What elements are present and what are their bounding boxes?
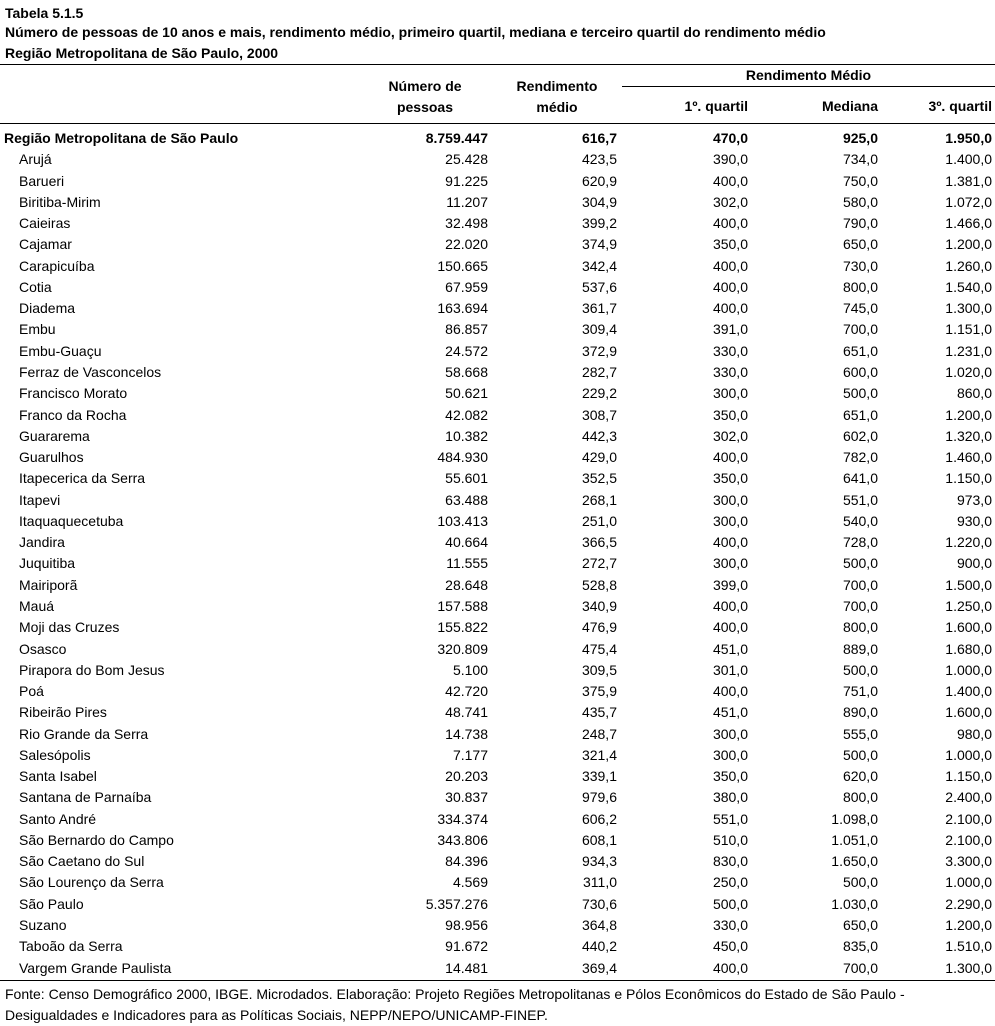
rendimento-cell: 375,9 <box>581 683 617 699</box>
rendimento-cell: 342,4 <box>581 257 617 274</box>
rendimento-cell: 369,4 <box>581 959 617 976</box>
mediana-cell: 700,0 <box>842 597 878 614</box>
municipio-cell: Carapicuíba <box>19 257 95 274</box>
rendimento-cell: 366,5 <box>581 534 617 551</box>
pessoas-cell: 91.672 <box>445 938 488 955</box>
municipio-cell: São Paulo <box>19 895 84 912</box>
header-group: Rendimento Médio <box>745 67 872 83</box>
q3-cell: 1.200,0 <box>945 406 992 423</box>
pessoas-cell: 7.177 <box>452 746 488 763</box>
mediana-cell: 728,0 <box>842 534 878 551</box>
municipio-cell: Ribeirão Pires <box>19 704 107 721</box>
pessoas-cell: 84.396 <box>445 853 488 870</box>
header-q1: 1º. quartil <box>684 98 748 114</box>
q1-cell: 400,0 <box>712 300 748 317</box>
municipio-cell: Moji das Cruzes <box>19 619 120 636</box>
rendimento-cell: 251,0 <box>581 512 617 529</box>
rendimento-cell: 440,2 <box>581 938 617 955</box>
q3-cell: 1.460,0 <box>945 449 992 466</box>
table-row <box>0 851 995 872</box>
q1-cell: 451,0 <box>712 704 748 721</box>
table-row <box>0 277 995 298</box>
rendimento-cell: 282,7 <box>581 364 617 380</box>
q1-cell: 400,0 <box>712 449 748 466</box>
table-row <box>0 468 995 489</box>
mediana-cell: 835,0 <box>842 938 878 955</box>
table-row <box>0 319 995 340</box>
municipio-cell: Barueri <box>19 172 65 189</box>
municipio-cell: Guarulhos <box>19 449 84 466</box>
footer-rule <box>0 980 995 981</box>
table-row <box>0 894 995 915</box>
pessoas-cell: 484.930 <box>437 449 488 466</box>
table-row <box>0 766 995 787</box>
rendimento-cell: 399,2 <box>581 215 617 232</box>
municipio-cell: Embu-Guaçu <box>19 342 102 359</box>
municipio-cell: Biritiba-Mirim <box>19 193 101 210</box>
pessoas-cell: 14.738 <box>445 725 488 742</box>
rendimento-cell: 321,4 <box>581 746 617 763</box>
q3-cell: 1.000,0 <box>945 661 992 678</box>
q3-cell: 1.600,0 <box>945 619 992 636</box>
mediana-cell: 600,0 <box>842 364 878 380</box>
q3-cell: 860,0 <box>956 385 992 402</box>
q1-cell: 450,0 <box>712 938 748 955</box>
municipio-cell: Ferraz de Vasconcelos <box>19 364 162 380</box>
municipio-cell: Salesópolis <box>19 746 91 763</box>
rendimento-cell: 475,4 <box>581 640 617 657</box>
pessoas-cell: 150.665 <box>437 257 488 274</box>
table-subtitle: Região Metropolitana de São Paulo, 2000 <box>5 45 279 61</box>
rendimento-cell: 309,4 <box>581 321 617 338</box>
municipio-cell: Suzano <box>19 917 67 933</box>
pessoas-cell: 5.357.276 <box>425 895 488 912</box>
mediana-cell: 700,0 <box>842 576 878 593</box>
table-row <box>0 830 995 851</box>
table-row <box>0 532 995 553</box>
table-footer: Fonte: Censo Demográfico 2000, IBGE. Microdados. Elaboração: Projeto Regiões Metropolitanas e Pólos Econômicos do Estado de São Paulo - Desigualdades e Indicadores para as Políticas Sociais, NEPP/NEPO/UNICAMP-FINEP. <box>5 986 905 1023</box>
q1-cell: 390,0 <box>712 151 748 168</box>
pessoas-cell: 334.374 <box>437 810 488 827</box>
q3-cell: 1.950,0 <box>945 130 992 146</box>
rendimento-cell: 364,8 <box>581 917 617 933</box>
pessoas-cell: 103.413 <box>437 512 488 529</box>
mediana-cell: 500,0 <box>842 746 878 763</box>
municipio-cell: Juquitiba <box>19 555 76 572</box>
mediana-cell: 651,0 <box>842 342 878 359</box>
q1-cell: 380,0 <box>712 789 748 806</box>
q1-cell: 400,0 <box>712 597 748 614</box>
table-row <box>0 405 995 426</box>
total-row <box>0 128 995 149</box>
pessoas-cell: 42.720 <box>445 683 488 699</box>
mediana-cell: 782,0 <box>842 449 878 466</box>
pessoas-cell: 20.203 <box>445 768 488 785</box>
pessoas-cell: 42.082 <box>445 406 488 423</box>
pessoas-cell: 163.694 <box>437 300 488 317</box>
header-q3: 3º. quartil <box>928 98 992 114</box>
q1-cell: 302,0 <box>712 427 748 444</box>
rendimento-cell: 423,5 <box>581 151 617 168</box>
table-row <box>0 809 995 830</box>
table-row <box>0 958 995 979</box>
q3-cell: 1.510,0 <box>945 938 992 955</box>
pessoas-cell: 98.956 <box>445 917 488 933</box>
pessoas-cell: 25.428 <box>445 151 488 168</box>
rendimento-cell: 352,5 <box>581 470 617 487</box>
municipio-cell: Mairiporã <box>19 576 78 593</box>
table-row <box>0 511 995 532</box>
pessoas-cell: 343.806 <box>437 831 488 848</box>
municipio-cell: Santana de Parnaíba <box>19 789 152 806</box>
rendimento-cell: 620,9 <box>581 172 617 189</box>
rendimento-cell: 340,9 <box>581 597 617 614</box>
table-row <box>0 745 995 766</box>
rendimento-cell: 229,2 <box>581 385 617 402</box>
q1-cell: 399,0 <box>712 576 748 593</box>
mediana-cell: 800,0 <box>842 619 878 636</box>
table-row <box>0 724 995 745</box>
header-mediana: Mediana <box>821 98 878 114</box>
table-row <box>0 660 995 681</box>
q1-cell: 330,0 <box>712 364 748 380</box>
q1-cell: 300,0 <box>712 385 748 402</box>
table-row <box>0 298 995 319</box>
q3-cell: 1.260,0 <box>945 257 992 274</box>
pessoas-cell: 50.621 <box>445 385 488 402</box>
rendimento-cell: 268,1 <box>581 491 617 508</box>
table-row <box>0 553 995 574</box>
pessoas-cell: 91.225 <box>445 172 488 189</box>
municipio-cell: Franco da Rocha <box>19 406 127 423</box>
q1-cell: 300,0 <box>712 555 748 572</box>
pessoas-cell: 155.822 <box>437 619 488 636</box>
q1-cell: 510,0 <box>712 831 748 848</box>
q1-cell: 330,0 <box>712 342 748 359</box>
pessoas-cell: 320.809 <box>437 640 488 657</box>
municipio-cell: Região Metropolitana de São Paulo <box>4 130 239 146</box>
table-row <box>0 149 995 170</box>
rendimento-cell: 372,9 <box>581 342 617 359</box>
mediana-cell: 602,0 <box>842 427 878 444</box>
mediana-cell: 620,0 <box>842 768 878 785</box>
table-row <box>0 936 995 957</box>
pessoas-cell: 28.648 <box>445 576 488 593</box>
table-row <box>0 192 995 213</box>
table-row <box>0 702 995 723</box>
municipio-cell: São Lourenço da Serra <box>19 874 164 891</box>
q1-cell: 350,0 <box>712 470 748 487</box>
q3-cell: 1.151,0 <box>945 321 992 338</box>
rendimento-cell: 309,5 <box>581 661 617 678</box>
municipio-cell: Poá <box>19 683 44 699</box>
municipio-cell: Arujá <box>19 151 52 168</box>
q1-cell: 400,0 <box>712 959 748 976</box>
municipio-cell: Embu <box>19 321 56 338</box>
municipio-cell: Diadema <box>19 300 76 317</box>
municipio-cell: Itapevi <box>19 491 61 508</box>
header-rendimento-line2: médio <box>536 99 578 115</box>
mediana-cell: 1.051,0 <box>831 831 878 848</box>
q1-cell: 400,0 <box>712 215 748 232</box>
table-row <box>0 426 995 447</box>
q3-cell: 3.300,0 <box>945 853 992 870</box>
table-row <box>0 171 995 192</box>
mediana-cell: 700,0 <box>842 321 878 338</box>
rendimento-cell: 435,7 <box>581 704 617 721</box>
municipio-cell: Taboão da Serra <box>19 938 123 955</box>
q3-cell: 1.200,0 <box>945 917 992 933</box>
rendimento-cell: 528,8 <box>581 576 617 593</box>
municipio-cell: Itaquaquecetuba <box>19 512 124 529</box>
q3-cell: 1.600,0 <box>945 704 992 721</box>
pessoas-cell: 10.382 <box>445 427 488 444</box>
municipio-cell: Pirapora do Bom Jesus <box>19 661 165 678</box>
mediana-cell: 800,0 <box>842 278 878 295</box>
pessoas-cell: 24.572 <box>445 342 488 359</box>
q3-cell: 1.220,0 <box>945 534 992 551</box>
mediana-cell: 730,0 <box>842 257 878 274</box>
q1-cell: 330,0 <box>712 917 748 933</box>
q1-cell: 391,0 <box>712 321 748 338</box>
q1-cell: 250,0 <box>712 874 748 891</box>
pessoas-cell: 5.100 <box>452 661 488 678</box>
rendimento-cell: 339,1 <box>581 768 617 785</box>
header-rendimento-line1: Rendimento <box>516 78 598 94</box>
mediana-cell: 745,0 <box>842 300 878 317</box>
rendimento-cell: 616,7 <box>581 130 617 146</box>
mediana-cell: 751,0 <box>842 683 878 699</box>
table-row <box>0 639 995 660</box>
rendimento-cell: 308,7 <box>581 406 617 423</box>
q1-cell: 500,0 <box>712 895 748 912</box>
q1-cell: 350,0 <box>712 406 748 423</box>
rendimento-cell: 608,1 <box>581 831 617 848</box>
table-row <box>0 787 995 808</box>
table-row <box>0 681 995 702</box>
municipio-cell: Santo André <box>19 810 97 827</box>
rendimento-cell: 272,7 <box>581 555 617 572</box>
rendimento-cell: 429,0 <box>581 449 617 466</box>
header-pessoas-line2: pessoas <box>396 99 454 115</box>
mediana-cell: 500,0 <box>842 385 878 402</box>
mediana-cell: 641,0 <box>842 470 878 487</box>
q3-cell: 1.300,0 <box>945 300 992 317</box>
q1-cell: 350,0 <box>712 768 748 785</box>
rendimento-cell: 934,3 <box>581 853 617 870</box>
municipio-cell: São Caetano do Sul <box>19 853 145 870</box>
pessoas-cell: 55.601 <box>445 470 488 487</box>
municipio-cell: Santa Isabel <box>19 768 97 785</box>
rendimento-cell: 311,0 <box>583 874 617 891</box>
q3-cell: 1.000,0 <box>945 874 992 891</box>
mediana-cell: 651,0 <box>842 406 878 423</box>
pessoas-cell: 32.498 <box>445 215 488 232</box>
mediana-cell: 890,0 <box>842 704 878 721</box>
q3-cell: 1.200,0 <box>945 236 992 253</box>
q1-cell: 300,0 <box>712 491 748 508</box>
pessoas-cell: 40.664 <box>445 534 488 551</box>
mediana-cell: 734,0 <box>842 151 878 168</box>
municipio-cell: Vargem Grande Paulista <box>19 959 172 976</box>
mediana-cell: 540,0 <box>842 512 878 529</box>
table-row <box>0 362 995 383</box>
pessoas-cell: 8.759.447 <box>425 130 488 146</box>
mediana-cell: 500,0 <box>842 874 878 891</box>
municipio-cell: Francisco Morato <box>19 385 128 402</box>
q1-cell: 830,0 <box>712 853 748 870</box>
q1-cell: 301,0 <box>712 661 748 678</box>
header-pessoas <box>365 76 485 118</box>
q1-cell: 400,0 <box>712 257 748 274</box>
rendimento-cell: 248,7 <box>581 725 617 742</box>
mediana-cell: 889,0 <box>842 640 878 657</box>
mediana-cell: 500,0 <box>842 661 878 678</box>
pessoas-cell: 67.959 <box>445 278 488 295</box>
rendimento-cell: 537,6 <box>581 278 617 295</box>
q1-cell: 451,0 <box>712 640 748 657</box>
q3-cell: 1.150,0 <box>945 768 992 785</box>
pessoas-cell: 30.837 <box>445 789 488 806</box>
municipio-cell: São Bernardo do Campo <box>19 831 174 848</box>
q3-cell: 1.320,0 <box>945 427 992 444</box>
municipio-cell: Cotia <box>19 278 52 295</box>
table-row <box>0 915 995 936</box>
mediana-cell: 1.098,0 <box>831 810 878 827</box>
header-rendimento <box>497 76 617 118</box>
q3-cell: 1.000,0 <box>945 746 992 763</box>
q3-cell: 973,0 <box>956 491 992 508</box>
table-row <box>0 617 995 638</box>
pessoas-cell: 157.588 <box>437 597 488 614</box>
q3-cell: 1.250,0 <box>945 597 992 614</box>
mediana-cell: 1.030,0 <box>831 895 878 912</box>
municipio-cell: Osasco <box>19 640 67 657</box>
rendimento-cell: 606,2 <box>581 810 617 827</box>
pessoas-cell: 22.020 <box>445 236 488 253</box>
rendimento-cell: 476,9 <box>581 619 617 636</box>
table-row <box>0 383 995 404</box>
q3-cell: 1.540,0 <box>945 278 992 295</box>
mediana-cell: 750,0 <box>842 172 878 189</box>
rendimento-cell: 979,6 <box>581 789 617 806</box>
q1-cell: 300,0 <box>712 725 748 742</box>
mediana-cell: 551,0 <box>842 491 878 508</box>
pessoas-cell: 4.569 <box>452 874 488 891</box>
pessoas-cell: 86.857 <box>445 321 488 338</box>
q3-cell: 2.400,0 <box>945 789 992 806</box>
pessoas-cell: 11.207 <box>446 193 488 210</box>
q3-cell: 900,0 <box>956 555 992 572</box>
rendimento-cell: 442,3 <box>581 427 617 444</box>
q1-cell: 470,0 <box>712 130 748 146</box>
municipio-cell: Cajamar <box>19 236 72 253</box>
rendimento-cell: 304,9 <box>581 193 617 210</box>
q1-cell: 400,0 <box>712 278 748 295</box>
table-title: Número de pessoas de 10 anos e mais, rendimento médio, primeiro quartil, mediana e terceiro quartil do rendimento médio <box>5 24 826 40</box>
header-pessoas-line1: Número de <box>388 78 462 94</box>
q1-cell: 400,0 <box>712 172 748 189</box>
q1-cell: 551,0 <box>712 810 748 827</box>
mediana-cell: 500,0 <box>842 555 878 572</box>
q3-cell: 2.100,0 <box>945 831 992 848</box>
q3-cell: 1.020,0 <box>945 364 992 380</box>
q3-cell: 930,0 <box>956 512 992 529</box>
header-group-rule <box>622 86 995 87</box>
q3-cell: 2.290,0 <box>945 895 992 912</box>
table-row <box>0 341 995 362</box>
q3-cell: 1.300,0 <box>945 959 992 976</box>
pessoas-cell: 58.668 <box>445 364 488 380</box>
table-row <box>0 256 995 277</box>
q3-cell: 1.400,0 <box>945 683 992 699</box>
header-bottom-rule <box>0 123 995 124</box>
q3-cell: 1.381,0 <box>945 172 992 189</box>
municipio-cell: Jandira <box>19 534 65 551</box>
mediana-cell: 700,0 <box>842 959 878 976</box>
q3-cell: 1.150,0 <box>945 470 992 487</box>
q3-cell: 1.500,0 <box>945 576 992 593</box>
mediana-cell: 925,0 <box>842 130 878 146</box>
pessoas-cell: 63.488 <box>445 491 488 508</box>
q3-cell: 2.100,0 <box>945 810 992 827</box>
q3-cell: 1.680,0 <box>945 640 992 657</box>
table-number: Tabela 5.1.5 <box>5 5 84 21</box>
rendimento-cell: 374,9 <box>581 236 617 253</box>
municipio-cell: Caieiras <box>19 215 71 232</box>
rendimento-cell: 730,6 <box>581 895 617 912</box>
q3-cell: 1.072,0 <box>945 193 992 210</box>
q1-cell: 400,0 <box>712 619 748 636</box>
pessoas-cell: 14.481 <box>445 959 488 976</box>
rendimento-cell: 361,7 <box>581 300 617 317</box>
mediana-cell: 800,0 <box>842 789 878 806</box>
q3-cell: 980,0 <box>956 725 992 742</box>
q3-cell: 1.466,0 <box>945 215 992 232</box>
mediana-cell: 650,0 <box>842 236 878 253</box>
table-row <box>0 596 995 617</box>
pessoas-cell: 48.741 <box>445 704 488 721</box>
mediana-cell: 1.650,0 <box>831 853 878 870</box>
municipio-cell: Rio Grande da Serra <box>19 725 149 742</box>
q3-cell: 1.400,0 <box>945 151 992 168</box>
municipio-cell: Mauá <box>19 597 55 614</box>
q1-cell: 300,0 <box>712 746 748 763</box>
mediana-cell: 555,0 <box>842 725 878 742</box>
mediana-cell: 580,0 <box>842 193 878 210</box>
table-row <box>0 872 995 893</box>
q3-cell: 1.231,0 <box>945 342 992 359</box>
mediana-cell: 650,0 <box>842 917 878 933</box>
municipio-cell: Guararema <box>19 427 90 444</box>
table-row <box>0 447 995 468</box>
table-row <box>0 575 995 596</box>
q1-cell: 300,0 <box>712 512 748 529</box>
table-row <box>0 490 995 511</box>
q1-cell: 350,0 <box>712 236 748 253</box>
q1-cell: 400,0 <box>712 683 748 699</box>
mediana-cell: 790,0 <box>842 215 878 232</box>
q1-cell: 302,0 <box>712 193 748 210</box>
municipio-cell: Itapecerica da Serra <box>19 470 146 487</box>
table-row <box>0 213 995 234</box>
q1-cell: 400,0 <box>712 534 748 551</box>
pessoas-cell: 11.555 <box>446 555 488 572</box>
table-row <box>0 234 995 255</box>
